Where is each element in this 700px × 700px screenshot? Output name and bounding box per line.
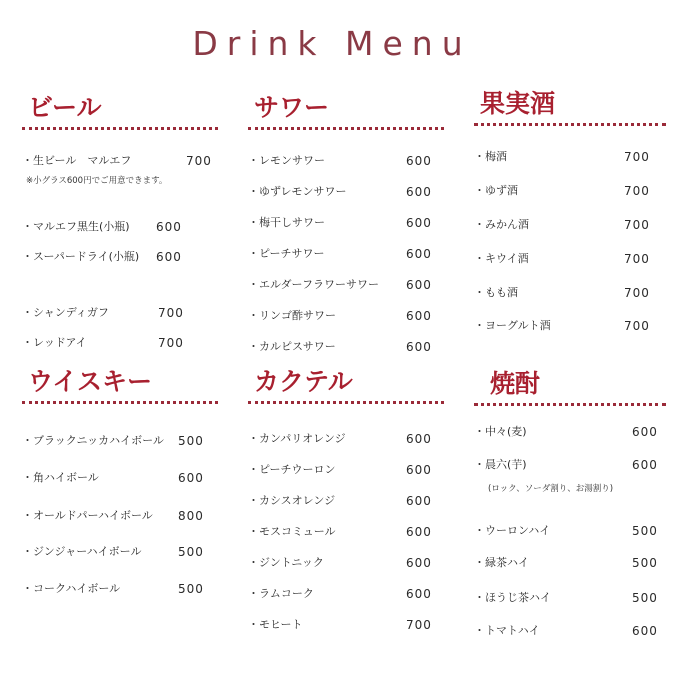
menu-item	[474, 282, 666, 304]
item-name: ・マルエフ黒生(小瓶)	[22, 220, 130, 233]
item-name: ・ジントニック	[248, 556, 324, 569]
menu-item	[474, 421, 666, 443]
item-name: ・ウーロンハイ	[474, 524, 551, 537]
section-title-shochu: 焼酎	[490, 369, 541, 398]
item-price: 700	[624, 286, 650, 300]
menu-item	[248, 274, 444, 296]
item-note: (ロック、ソーダ割り、お湯割り)	[488, 484, 614, 494]
item-name: ・カシスオレンジ	[248, 494, 336, 507]
section-divider	[22, 127, 218, 130]
menu-item	[474, 248, 666, 270]
item-name: ・コークハイボール	[22, 582, 121, 595]
menu-item	[22, 246, 218, 268]
menu-item	[248, 181, 444, 203]
item-price: 700	[624, 218, 650, 232]
menu-item	[248, 305, 444, 327]
menu-item	[474, 454, 666, 476]
item-name: ・ピーチサワー	[248, 247, 325, 260]
menu-item	[474, 620, 666, 642]
item-name: ・中々(麦)	[474, 425, 527, 438]
menu-item	[22, 332, 218, 354]
item-price: 700	[624, 319, 650, 333]
menu-item	[474, 315, 666, 337]
item-name: ・カンパリオレンジ	[248, 432, 346, 445]
item-name: ・レモンサワー	[248, 154, 325, 167]
menu-item	[474, 214, 666, 236]
item-name: ・ゆずレモンサワー	[248, 185, 347, 198]
item-name: ・スーパードライ(小瓶)	[22, 250, 140, 263]
item-name: ・もも酒	[474, 286, 518, 299]
item-name: ・モヒート	[248, 618, 303, 631]
section-divider	[474, 123, 666, 126]
item-name: ・ゆず酒	[474, 184, 518, 197]
menu-item	[474, 180, 666, 202]
item-price: 600	[406, 216, 432, 230]
item-price: 600	[406, 247, 432, 261]
item-name: ・リンゴ酢サワー	[248, 309, 336, 322]
menu-item	[248, 428, 444, 450]
item-name: ・梅干しサワー	[248, 216, 325, 229]
item-name: ・ブラックニッカハイボール	[22, 434, 164, 447]
item-price: 600	[406, 278, 432, 292]
section-title-cocktail: カクテル	[254, 367, 353, 396]
menu-item	[474, 520, 666, 542]
item-price: 700	[406, 618, 432, 632]
item-price: 600	[406, 587, 432, 601]
item-price: 600	[406, 309, 432, 323]
item-price: 600	[632, 458, 658, 472]
item-price: 700	[186, 154, 212, 168]
item-name: ・ラムコーク	[248, 587, 314, 600]
item-price: 600	[406, 525, 432, 539]
section-title-fruit-wine: 果実酒	[480, 89, 556, 118]
item-price: 600	[632, 624, 658, 638]
item-price: 700	[158, 336, 184, 350]
item-name: ・ピーチウーロン	[248, 463, 336, 476]
item-name: ・ほうじ茶ハイ	[474, 591, 551, 604]
item-price: 600	[156, 250, 182, 264]
item-price: 700	[624, 252, 650, 266]
menu-item	[22, 541, 218, 563]
item-price: 500	[632, 591, 658, 605]
menu-item	[22, 467, 218, 489]
section-title-sour: サワー	[254, 93, 330, 122]
item-name: ・みかん酒	[474, 218, 529, 231]
item-name: ・ヨーグルト酒	[474, 319, 551, 332]
menu-item	[248, 614, 444, 636]
menu-item	[22, 505, 218, 527]
item-price: 600	[406, 154, 432, 168]
item-price: 600	[406, 185, 432, 199]
section-cocktail	[248, 364, 444, 644]
menu-item	[248, 521, 444, 543]
item-price: 600	[406, 340, 432, 354]
item-note: ※小グラス600円でご用意できます。	[26, 176, 168, 186]
item-price: 500	[178, 582, 204, 596]
item-name: ・シャンディガフ	[22, 306, 109, 319]
menu-title: Drink Menu	[192, 24, 472, 63]
menu-item	[22, 430, 218, 452]
menu-item	[248, 490, 444, 512]
item-price: 800	[178, 509, 204, 523]
section-sour	[248, 90, 444, 360]
item-price: 700	[158, 306, 184, 320]
menu-item	[22, 578, 218, 600]
item-price: 600	[178, 471, 204, 485]
item-name: ・オールドパーハイボール	[22, 509, 153, 522]
menu-item	[248, 336, 444, 358]
item-price: 600	[406, 432, 432, 446]
item-price: 600	[406, 556, 432, 570]
menu-item	[474, 587, 666, 609]
item-price: 700	[624, 184, 650, 198]
item-price: 500	[632, 524, 658, 538]
menu-item	[248, 583, 444, 605]
item-price: 600	[156, 220, 182, 234]
item-price: 500	[178, 434, 204, 448]
item-name: ・トマトハイ	[474, 624, 540, 637]
section-divider	[248, 401, 444, 404]
item-name: ・キウイ酒	[474, 252, 529, 265]
menu-item	[474, 552, 666, 574]
menu-item	[248, 212, 444, 234]
item-price: 600	[406, 463, 432, 477]
item-price: 600	[406, 494, 432, 508]
item-price: 500	[632, 556, 658, 570]
menu-item	[248, 150, 444, 172]
section-divider	[248, 127, 444, 130]
menu-item	[248, 552, 444, 574]
item-name: ・カルピスサワー	[248, 340, 336, 353]
menu-item	[22, 302, 218, 324]
section-whisky	[22, 364, 218, 614]
menu-item	[248, 243, 444, 265]
section-title-whisky: ウイスキー	[28, 367, 153, 396]
section-divider	[22, 401, 218, 404]
menu-item	[474, 146, 666, 168]
item-name: ・晨六(芋)	[474, 458, 527, 471]
item-name: ・エルダーフラワーサワー	[248, 278, 380, 291]
menu-item	[248, 459, 444, 481]
section-beer	[22, 90, 218, 360]
item-name: ・モスコミュール	[248, 525, 336, 538]
section-title-beer: ビール	[28, 93, 102, 122]
menu-item	[22, 216, 218, 238]
item-name: ・ジンジャーハイボール	[22, 545, 142, 558]
item-name: ・緑茶ハイ	[474, 556, 529, 569]
item-name: ・生ビール マルエフ	[22, 154, 132, 167]
section-fruit-wine	[474, 86, 666, 346]
section-divider	[474, 403, 666, 406]
item-name: ・梅酒	[474, 150, 507, 163]
item-name: ・角ハイボール	[22, 471, 99, 484]
menu-item	[22, 150, 218, 172]
item-price: 500	[178, 545, 204, 559]
item-price: 600	[632, 425, 658, 439]
item-price: 700	[624, 150, 650, 164]
section-shochu	[474, 366, 666, 646]
item-name: ・レッドアイ	[22, 336, 87, 349]
